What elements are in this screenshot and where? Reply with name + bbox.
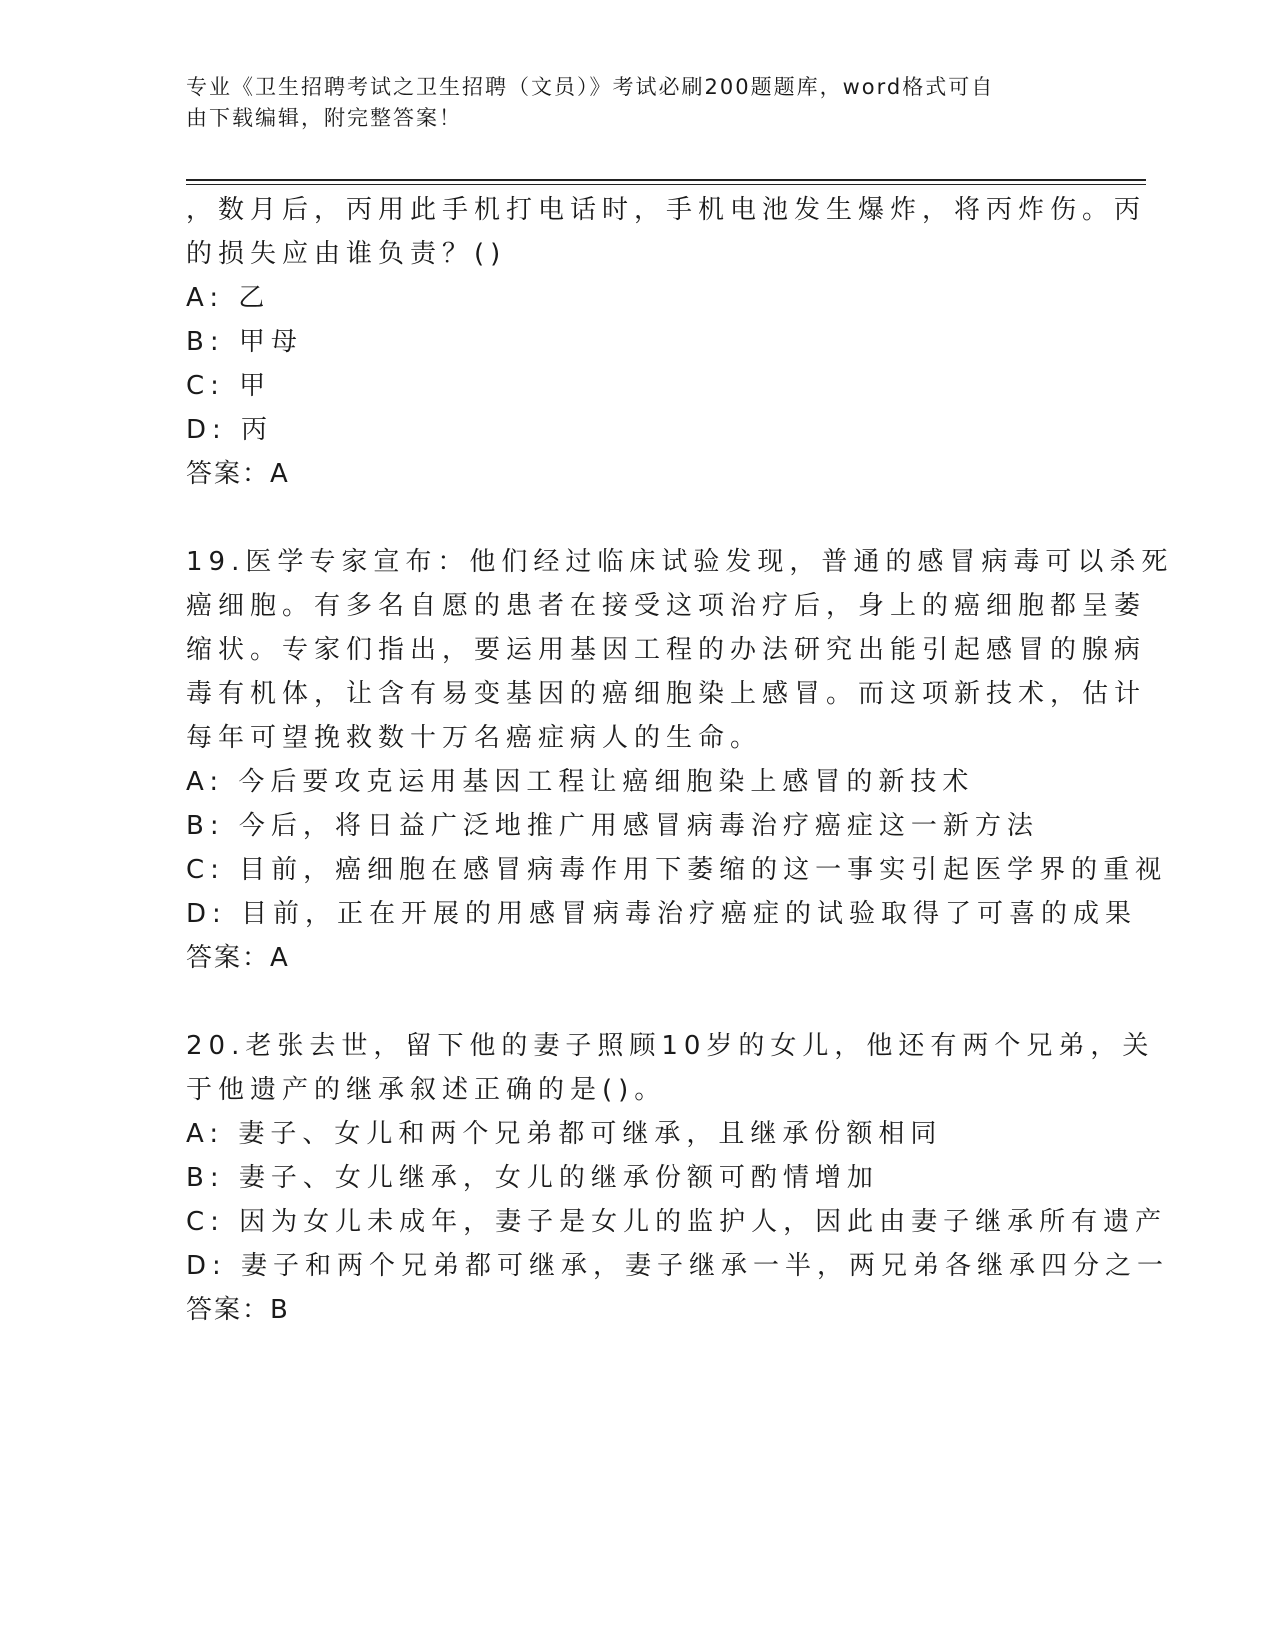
option-c: C: 甲	[186, 371, 272, 401]
option-d: D: 丙	[186, 415, 274, 445]
option-b: B: 甲母	[186, 327, 303, 357]
answer-label: 答案：	[186, 1295, 271, 1325]
header-divider-thin	[186, 184, 1146, 185]
question-stem-line: 的损失应由谁负责？()	[186, 239, 507, 269]
option-d: D: 目前，正在开展的用感冒病毒治疗癌症的试验取得了可喜的成果	[186, 899, 1138, 929]
header-line-2: 由下载编辑，附完整答案！	[186, 106, 462, 130]
answer-value: A	[270, 459, 290, 489]
option-d: D: 妻子和两个兄弟都可继承，妻子继承一半，两兄弟各继承四分之一	[186, 1251, 1170, 1281]
option-b: B: 妻子、女儿继承，女儿的继承份额可酌情增加	[186, 1163, 879, 1193]
document-header	[186, 72, 1066, 134]
answer-line	[186, 941, 290, 975]
option-c: C: 因为女儿未成年，妻子是女儿的监护人，因此由妻子继承所有遗产	[186, 1207, 1168, 1237]
option-b: B: 今后，将日益广泛地推广用感冒病毒治疗癌症这一新方法	[186, 811, 1039, 841]
answer-line	[186, 457, 290, 491]
question-stem-line: 癌细胞。有多名自愿的患者在接受这项治疗后，身上的癌细胞都呈萎	[186, 591, 1147, 621]
question-stem-line: ，数月后，丙用此手机打电话时，手机电池发生爆炸，将丙炸伤。丙	[186, 195, 1147, 225]
header-line-1: 专业《卫生招聘考试之卫生招聘（文员）》考试必刷200题题库，word格式可自	[186, 75, 995, 99]
answer-value: B	[270, 1295, 290, 1325]
answer-line	[186, 1293, 290, 1327]
answer-label: 答案：	[186, 459, 271, 489]
option-a: A: 乙	[186, 283, 271, 313]
question-stem-line: 20.老张去世，留下他的妻子照顾10岁的女儿，他还有两个兄弟，关	[186, 1031, 1155, 1061]
header-divider-thick	[186, 179, 1146, 181]
option-a: A: 妻子、女儿和两个兄弟都可继承，且继承份额相同	[186, 1119, 943, 1149]
option-c: C: 目前，癌细胞在感冒病毒作用下萎缩的这一事实引起医学界的重视	[186, 855, 1168, 885]
question-stem-line: 于他遗产的继承叙述正确的是()。	[186, 1075, 667, 1105]
question-stem-line: 每年可望挽救数十万名癌症病人的生命。	[186, 723, 763, 753]
question-stem-line: 19.医学专家宣布：他们经过临床试验发现，普通的感冒病毒可以杀死	[186, 547, 1174, 577]
question-stem-line: 毒有机体，让含有易变基因的癌细胞染上感冒。而这项新技术，估计	[186, 679, 1147, 709]
answer-label: 答案：	[186, 943, 271, 973]
question-stem-line: 缩状。专家们指出，要运用基因工程的办法研究出能引起感冒的腺病	[186, 635, 1147, 665]
option-a: A: 今后要攻克运用基因工程让癌细胞染上感冒的新技术	[186, 767, 975, 797]
answer-value: A	[270, 943, 290, 973]
